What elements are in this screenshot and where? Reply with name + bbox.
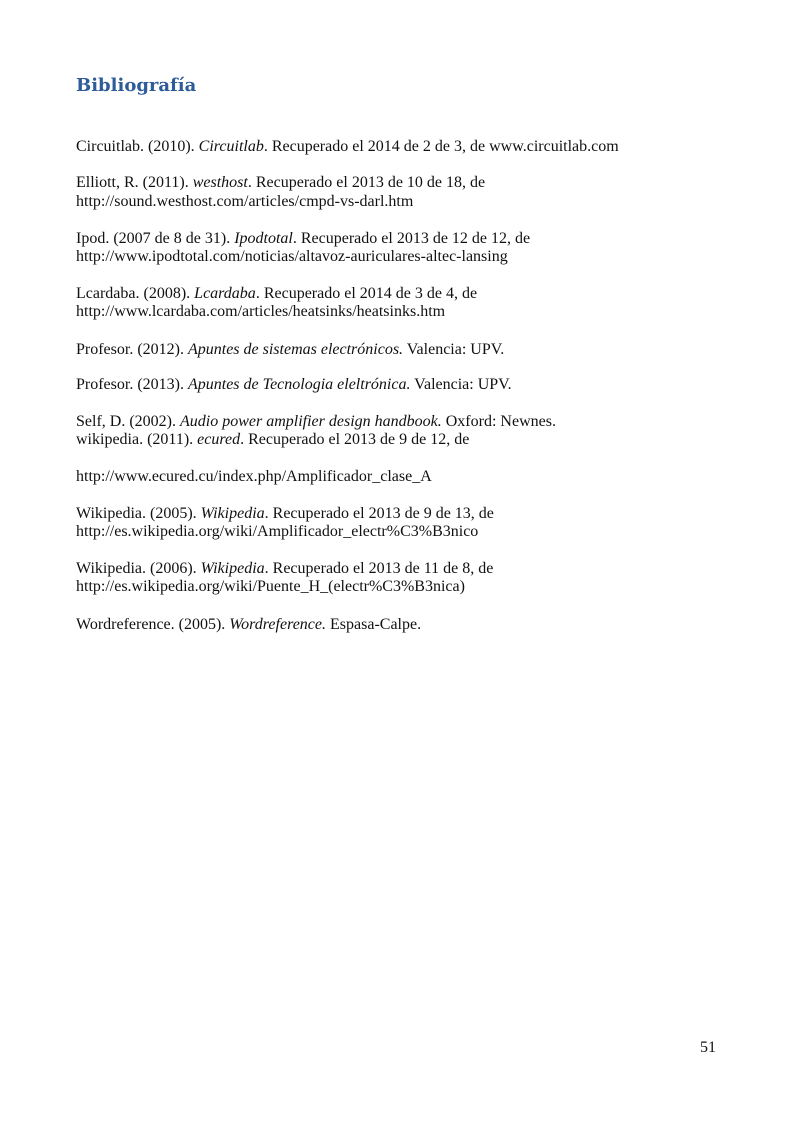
bib-entry: Wikipedia. (2006). Wikipedia. Recuperado el 2013 de 11 de 8, de xyxy=(76,560,494,577)
bib-entry: Wikipedia. (2005). Wikipedia. Recuperado el 2013 de 9 de 13, de xyxy=(76,505,494,522)
bib-entry: Wordreference. (2005). Wordreference. Espasa-Calpe. xyxy=(76,616,422,633)
bib-url: http://www.ipodtotal.com/noticias/altavoz-auriculares-altec-lansing xyxy=(76,248,508,265)
bib-entry: wikipedia. (2011). ecured. Recuperado el 2013 de 9 de 12, de xyxy=(76,431,470,448)
bib-entry: Circuitlab. (2010). Circuitlab. Recuperado el 2014 de 2 de 3, de www.circuitlab.com xyxy=(76,138,619,155)
bib-entry: Ipod. (2007 de 8 de 31). Ipodtotal. Recuperado el 2013 de 12 de 12, de xyxy=(76,230,531,247)
bib-entry: Self, D. (2002). Audio power amplifier design handbook. Oxford: Newnes. xyxy=(76,413,556,430)
bib-entry: Profesor. (2012). Apuntes de sistemas electrónicos. Valencia: UPV. xyxy=(76,341,505,358)
bib-url: http://es.wikipedia.org/wiki/Puente_H_(electr%C3%B3nica) xyxy=(76,578,465,595)
bib-url: http://es.wikipedia.org/wiki/Amplificador_electr%C3%B3nico xyxy=(76,523,479,540)
page-title: Bibliografía xyxy=(76,75,197,96)
bib-entry: Profesor. (2013). Apuntes de Tecnologia eleltrónica. Valencia: UPV. xyxy=(76,376,512,393)
bib-url: http://www.ecured.cu/index.php/Amplificador_clase_A xyxy=(76,468,432,485)
bib-entry: Elliott, R. (2011). westhost. Recuperado el 2013 de 10 de 18, de xyxy=(76,174,486,191)
bib-entry: Lcardaba. (2008). Lcardaba. Recuperado el 2014 de 3 de 4, de xyxy=(76,285,478,302)
bib-url: http://sound.westhost.com/articles/cmpd-vs-darl.htm xyxy=(76,193,414,210)
bib-url: http://www.lcardaba.com/articles/heatsinks/heatsinks.htm xyxy=(76,303,446,320)
page-number: 51 xyxy=(700,1039,716,1056)
